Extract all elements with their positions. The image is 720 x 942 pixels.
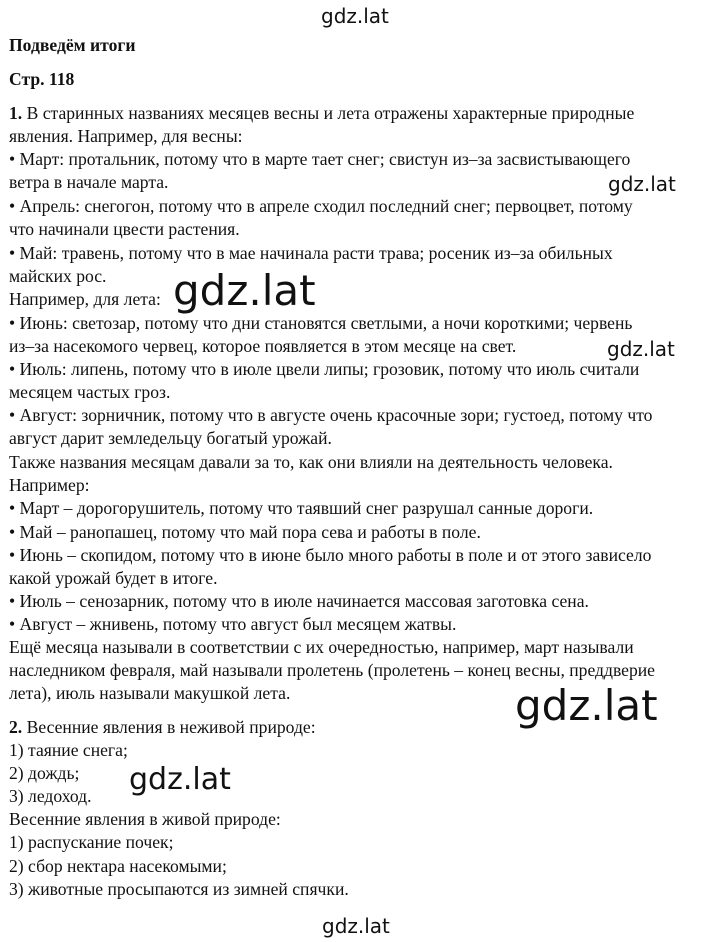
task-text: Весенние явления в неживой природе: <box>22 717 316 737</box>
page-reference: Стр. 118 <box>9 69 75 89</box>
text-line: • Май – ранопашец, потому что май пора сева и работы в поле. <box>9 522 481 542</box>
text-line: • Июнь – скопидом, потому что в июне было много работы в поле и от этого зависело <box>9 545 652 565</box>
text-line: из–за насекомого червец, которое появляется в этом месяце на свет. <box>9 336 517 356</box>
text-line: • Июль: липень, потому что в июле цвели липы; грозовик, потому что июль считали <box>9 359 640 379</box>
watermark: gdz.lat <box>173 266 316 315</box>
text-line: 2) дождь; <box>9 763 80 783</box>
text-line: 3) ледоход. <box>9 786 92 806</box>
text-line: 1) распускание почек; <box>9 832 174 852</box>
task-number: 1. <box>9 103 23 123</box>
watermark: gdz.lat <box>607 337 675 361</box>
text-line: • Июнь: светозар, потому что дни становятся светлыми, а ночи короткими; червень <box>9 313 633 333</box>
watermark: gdz.lat <box>129 762 231 797</box>
text-line: Также названия месяцам давали за то, как они влияли на деятельность человека. <box>9 452 613 472</box>
text-line: какой урожай будет в итоге. <box>9 568 218 588</box>
text-line: 2) сбор нектара насекомыми; <box>9 856 227 876</box>
text-line: майских рос. <box>9 266 107 286</box>
text-line: наследником февраля, май называли пролетень (пролетень – конец весны, преддверие <box>9 660 655 680</box>
section-heading: Подведём итоги <box>9 35 136 55</box>
text-line: 3) животные просыпаются из зимней спячки. <box>9 879 349 899</box>
text-line: явления. Например, для весны: <box>9 126 243 146</box>
text-line: что начинали цвести растения. <box>9 219 240 239</box>
text-line: 1) таяние снега; <box>9 740 128 760</box>
watermark: gdz.lat <box>515 681 658 730</box>
text-line: • Март: протальник, потому что в марте тает снег; свистун из–за засвистывающего <box>9 149 631 169</box>
text-line: месяцем частых гроз. <box>9 382 171 402</box>
task-text: В старинных названиях месяцев весны и лета отражены характерные природные <box>22 103 635 123</box>
text-line: август дарит земледельцу богатый урожай. <box>9 428 332 448</box>
text-line: • Июль – сенозарник, потому что в июле начинается массовая заготовка сена. <box>9 591 589 611</box>
task-number: 2. <box>9 717 23 737</box>
text-line: лета), июль называли макушкой лета. <box>9 683 291 703</box>
text-line: Весенние явления в живой природе: <box>9 809 281 829</box>
text-line: ветра в начале марта. <box>9 172 169 192</box>
watermark: gdz.lat <box>321 4 389 28</box>
text-line: Например, для лета: <box>9 289 161 309</box>
text-line: Ещё месяца называли в соответствии с их очередностью, например, март называли <box>9 637 634 657</box>
text-line: • Март – дорогорушитель, потому что таявший снег разрушал санные дороги. <box>9 498 594 518</box>
watermark: gdz.lat <box>608 172 676 196</box>
text-line: • Август: зорничник, потому что в августе очень красочные зори; густоед, потому что <box>9 405 653 425</box>
text-line: • Май: травень, потому что в мае начинала расти трава; росеник из–за обильных <box>9 243 613 263</box>
task-1-intro <box>9 102 634 124</box>
text-line: • Август – жнивень, потому что август был месяцем жатвы. <box>9 614 457 634</box>
watermark: gdz.lat <box>322 914 390 938</box>
text-line: • Апрель: снегогон, потому что в апреле сходил последний снег; первоцвет, потому <box>9 196 633 216</box>
text-line: Например: <box>9 475 90 495</box>
task-2-intro <box>9 716 316 738</box>
